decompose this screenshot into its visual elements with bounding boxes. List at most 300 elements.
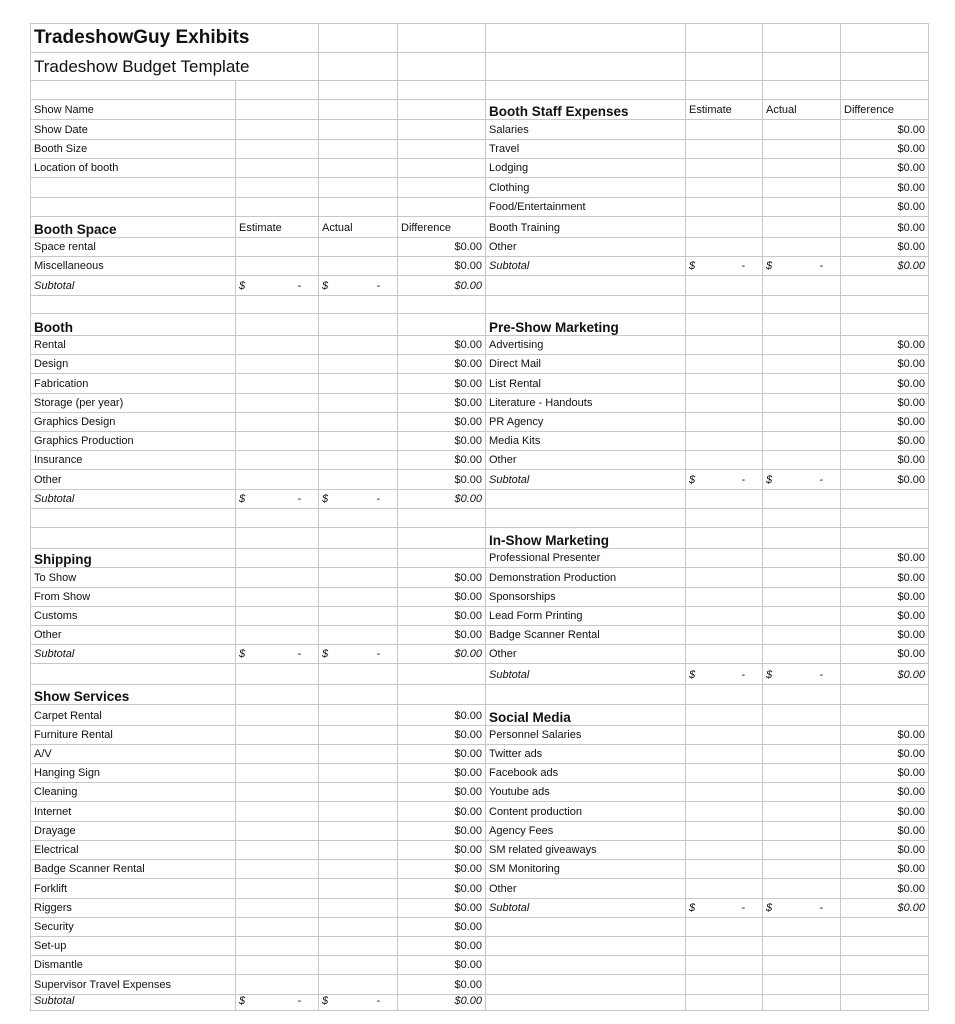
empty-cell[interactable] [686,24,763,53]
empty-cell[interactable] [319,588,398,607]
subtotal-amount-cell[interactable] [319,995,398,1011]
empty-cell[interactable] [763,626,841,645]
line-item-label[interactable]: Twitter ads [486,745,686,764]
empty-cell[interactable] [686,81,763,100]
difference-value[interactable]: $0.00 [841,588,929,607]
empty-cell[interactable] [236,568,319,588]
difference-value[interactable]: $0.00 [398,956,486,975]
empty-cell[interactable] [486,490,686,509]
empty-cell[interactable] [236,528,319,549]
difference-value[interactable]: $0.00 [398,918,486,937]
subtotal-amount-cell[interactable] [763,899,841,918]
empty-cell[interactable] [319,509,398,528]
empty-cell[interactable] [236,822,319,841]
empty-cell[interactable] [319,432,398,451]
empty-cell[interactable] [236,451,319,470]
empty-cell[interactable] [236,726,319,745]
empty-cell[interactable] [319,451,398,470]
empty-cell[interactable] [319,178,398,198]
empty-cell[interactable] [486,509,686,528]
difference-value[interactable]: $0.00 [398,937,486,956]
subtotal-amount-cell[interactable] [763,257,841,276]
empty-cell[interactable] [319,879,398,899]
line-item-label[interactable]: Other [486,238,686,257]
empty-cell[interactable] [486,53,686,81]
subtotal-label[interactable]: Subtotal [31,645,236,664]
actual-header[interactable]: Actual [763,100,841,120]
empty-cell[interactable] [319,841,398,860]
empty-cell[interactable] [686,549,763,568]
empty-cell[interactable] [686,588,763,607]
difference-value[interactable]: $0.00 [841,336,929,355]
empty-cell[interactable] [319,705,398,726]
empty-cell[interactable] [841,509,929,528]
empty-cell[interactable] [236,178,319,198]
empty-cell[interactable] [763,509,841,528]
empty-cell[interactable] [763,645,841,664]
subtotal-label[interactable]: Subtotal [31,490,236,509]
difference-value[interactable]: $0.00 [398,975,486,995]
subtotal-amount-cell[interactable] [686,257,763,276]
difference-value[interactable]: $0.00 [398,257,486,276]
empty-cell[interactable] [319,314,398,336]
show-info-label[interactable]: Show Date [31,120,236,140]
empty-cell[interactable] [319,918,398,937]
empty-cell[interactable] [398,198,486,217]
empty-cell[interactable] [686,238,763,257]
line-item-label[interactable]: Carpet Rental [31,705,236,726]
difference-value[interactable]: $0.00 [841,764,929,783]
difference-value[interactable]: $0.00 [398,607,486,626]
empty-cell[interactable] [763,802,841,822]
empty-cell[interactable] [319,336,398,355]
empty-cell[interactable] [686,198,763,217]
empty-cell[interactable] [319,568,398,588]
empty-cell[interactable] [686,336,763,355]
difference-value[interactable]: $0.00 [398,432,486,451]
line-item-label[interactable]: Other [31,470,236,490]
empty-cell[interactable] [841,276,929,296]
subtotal-amount-cell[interactable] [236,276,319,296]
empty-cell[interactable] [319,528,398,549]
subtotal-amount-cell[interactable] [686,470,763,490]
empty-cell[interactable] [686,937,763,956]
empty-cell[interactable] [841,528,929,549]
empty-cell[interactable] [841,490,929,509]
difference-header[interactable]: Difference [841,100,929,120]
estimate-header[interactable]: Estimate [686,100,763,120]
empty-cell[interactable] [236,899,319,918]
empty-cell[interactable] [319,159,398,178]
empty-cell[interactable] [236,238,319,257]
line-item-label[interactable]: Professional Presenter [486,549,686,568]
empty-cell[interactable] [31,664,236,685]
empty-cell[interactable] [319,937,398,956]
line-item-label[interactable]: Literature - Handouts [486,394,686,413]
empty-cell[interactable] [319,355,398,374]
difference-value[interactable]: $0.00 [841,726,929,745]
line-item-label[interactable]: PR Agency [486,413,686,432]
line-item-label[interactable]: From Show [31,588,236,607]
actual-header[interactable]: Actual [319,217,398,238]
difference-value[interactable]: $0.00 [398,802,486,822]
line-item-label[interactable]: Drayage [31,822,236,841]
line-item-label[interactable]: Other [486,451,686,470]
empty-cell[interactable] [763,588,841,607]
empty-cell[interactable] [686,995,763,1011]
line-item-label[interactable]: Internet [31,802,236,822]
line-item-label[interactable]: SM related giveaways [486,841,686,860]
empty-cell[interactable] [319,198,398,217]
empty-cell[interactable] [686,975,763,995]
empty-cell[interactable] [236,764,319,783]
empty-cell[interactable] [686,726,763,745]
empty-cell[interactable] [763,726,841,745]
empty-cell[interactable] [686,764,763,783]
difference-value[interactable]: $0.00 [398,783,486,802]
empty-cell[interactable] [319,899,398,918]
difference-value[interactable]: $0.00 [841,432,929,451]
empty-cell[interactable] [841,53,929,81]
line-item-label[interactable]: Electrical [31,841,236,860]
empty-cell[interactable] [236,432,319,451]
empty-cell[interactable] [486,685,686,705]
empty-cell[interactable] [686,432,763,451]
empty-cell[interactable] [236,685,319,705]
empty-cell[interactable] [763,783,841,802]
difference-value[interactable]: $0.00 [841,374,929,394]
empty-cell[interactable] [398,296,486,314]
empty-cell[interactable] [236,745,319,764]
empty-cell[interactable] [763,451,841,470]
difference-value[interactable]: $0.00 [841,178,929,198]
empty-cell[interactable] [763,178,841,198]
line-item-label[interactable]: Set-up [31,937,236,956]
line-item-label[interactable]: Forklift [31,879,236,899]
difference-value[interactable]: $0.00 [398,764,486,783]
line-item-label[interactable]: Other [31,626,236,645]
empty-cell[interactable] [31,528,236,549]
company-title[interactable]: TradeshowGuy Exhibits [31,24,319,53]
empty-cell[interactable] [486,276,686,296]
empty-cell[interactable] [236,802,319,822]
empty-cell[interactable] [398,81,486,100]
empty-cell[interactable] [236,705,319,726]
difference-value[interactable]: $0.00 [841,549,929,568]
empty-cell[interactable] [763,276,841,296]
difference-value[interactable]: $0.00 [398,470,486,490]
empty-cell[interactable] [398,314,486,336]
empty-cell[interactable] [686,626,763,645]
empty-cell[interactable] [31,296,236,314]
empty-cell[interactable] [31,178,236,198]
empty-cell[interactable] [686,394,763,413]
empty-cell[interactable] [686,685,763,705]
empty-cell[interactable] [686,276,763,296]
line-item-label[interactable]: Security [31,918,236,937]
empty-cell[interactable] [763,53,841,81]
show-info-label[interactable]: Location of booth [31,159,236,178]
empty-cell[interactable] [686,178,763,198]
empty-cell[interactable] [763,336,841,355]
difference-value[interactable]: $0.00 [841,626,929,645]
empty-cell[interactable] [236,956,319,975]
difference-value[interactable]: $0.00 [398,879,486,899]
empty-cell[interactable] [398,100,486,120]
difference-value[interactable]: $0.00 [398,588,486,607]
empty-cell[interactable] [763,568,841,588]
template-subtitle[interactable]: Tradeshow Budget Template [31,53,319,81]
empty-cell[interactable] [763,607,841,626]
empty-cell[interactable] [31,81,236,100]
empty-cell[interactable] [763,822,841,841]
difference-value[interactable]: $0.00 [841,783,929,802]
line-item-label[interactable]: Facebook ads [486,764,686,783]
difference-value[interactable]: $0.00 [398,451,486,470]
line-item-label[interactable]: Salaries [486,120,686,140]
difference-value[interactable]: $0.00 [398,276,486,296]
difference-value[interactable]: $0.00 [398,841,486,860]
empty-cell[interactable] [686,607,763,626]
section-title[interactable]: Booth [31,314,236,336]
empty-cell[interactable] [763,374,841,394]
empty-cell[interactable] [486,24,686,53]
subtotal-label[interactable]: Subtotal [31,276,236,296]
line-item-label[interactable]: Design [31,355,236,374]
empty-cell[interactable] [236,140,319,159]
difference-value[interactable]: $0.00 [398,745,486,764]
empty-cell[interactable] [319,745,398,764]
empty-cell[interactable] [763,956,841,975]
empty-cell[interactable] [319,726,398,745]
empty-cell[interactable] [319,413,398,432]
empty-cell[interactable] [398,178,486,198]
empty-cell[interactable] [398,120,486,140]
empty-cell[interactable] [319,81,398,100]
empty-cell[interactable] [763,685,841,705]
subtotal-label[interactable]: Subtotal [486,899,686,918]
empty-cell[interactable] [763,198,841,217]
empty-cell[interactable] [686,745,763,764]
difference-value[interactable]: $0.00 [398,860,486,879]
subtotal-label[interactable]: Subtotal [486,664,686,685]
line-item-label[interactable]: Direct Mail [486,355,686,374]
empty-cell[interactable] [763,81,841,100]
empty-cell[interactable] [686,879,763,899]
empty-cell[interactable] [763,314,841,336]
subtotal-label[interactable]: Subtotal [486,257,686,276]
empty-cell[interactable] [236,100,319,120]
difference-value[interactable]: $0.00 [841,257,929,276]
empty-cell[interactable] [763,841,841,860]
empty-cell[interactable] [686,568,763,588]
empty-cell[interactable] [686,705,763,726]
empty-cell[interactable] [319,394,398,413]
empty-cell[interactable] [686,822,763,841]
difference-value[interactable]: $0.00 [841,879,929,899]
empty-cell[interactable] [319,860,398,879]
empty-cell[interactable] [236,81,319,100]
empty-cell[interactable] [319,374,398,394]
empty-cell[interactable] [686,53,763,81]
empty-cell[interactable] [763,238,841,257]
difference-value[interactable]: $0.00 [841,841,929,860]
difference-value[interactable]: $0.00 [841,860,929,879]
subtotal-amount-cell[interactable] [763,664,841,685]
line-item-label[interactable]: Supervisor Travel Expenses [31,975,236,995]
line-item-label[interactable]: Content production [486,802,686,822]
empty-cell[interactable] [319,975,398,995]
line-item-label[interactable]: Other [486,645,686,664]
line-item-label[interactable]: Booth Training [486,217,686,238]
empty-cell[interactable] [319,296,398,314]
line-item-label[interactable]: Personnel Salaries [486,726,686,745]
line-item-label[interactable]: Insurance [31,451,236,470]
empty-cell[interactable] [763,764,841,783]
empty-cell[interactable] [686,140,763,159]
empty-cell[interactable] [841,975,929,995]
empty-cell[interactable] [236,336,319,355]
empty-cell[interactable] [686,528,763,549]
empty-cell[interactable] [763,705,841,726]
line-item-label[interactable]: Badge Scanner Rental [31,860,236,879]
line-item-label[interactable]: Sponsorships [486,588,686,607]
empty-cell[interactable] [319,764,398,783]
line-item-label[interactable]: Dismantle [31,956,236,975]
difference-value[interactable]: $0.00 [398,822,486,841]
difference-header[interactable]: Difference [398,217,486,238]
empty-cell[interactable] [686,783,763,802]
difference-value[interactable]: $0.00 [398,413,486,432]
line-item-label[interactable]: Rental [31,336,236,355]
empty-cell[interactable] [686,509,763,528]
empty-cell[interactable] [236,470,319,490]
empty-cell[interactable] [398,685,486,705]
line-item-label[interactable]: Furniture Rental [31,726,236,745]
empty-cell[interactable] [236,374,319,394]
line-item-label[interactable]: Storage (per year) [31,394,236,413]
show-info-label[interactable]: Show Name [31,100,236,120]
empty-cell[interactable] [398,509,486,528]
subtotal-amount-cell[interactable] [236,645,319,664]
empty-cell[interactable] [319,664,398,685]
line-item-label[interactable]: Other [486,879,686,899]
subtotal-amount-cell[interactable] [319,490,398,509]
difference-value[interactable]: $0.00 [398,394,486,413]
line-item-label[interactable]: Riggers [31,899,236,918]
empty-cell[interactable] [763,879,841,899]
empty-cell[interactable] [398,549,486,568]
empty-cell[interactable] [763,549,841,568]
empty-cell[interactable] [236,509,319,528]
line-item-label[interactable]: Badge Scanner Rental [486,626,686,645]
difference-value[interactable]: $0.00 [398,336,486,355]
empty-cell[interactable] [319,607,398,626]
empty-cell[interactable] [236,120,319,140]
empty-cell[interactable] [841,24,929,53]
difference-value[interactable]: $0.00 [398,568,486,588]
difference-value[interactable]: $0.00 [398,899,486,918]
empty-cell[interactable] [319,24,398,53]
line-item-label[interactable]: SM Monitoring [486,860,686,879]
empty-cell[interactable] [236,879,319,899]
difference-value[interactable]: $0.00 [841,217,929,238]
difference-value[interactable]: $0.00 [398,374,486,394]
empty-cell[interactable] [319,120,398,140]
empty-cell[interactable] [486,918,686,937]
subtotal-amount-cell[interactable] [236,490,319,509]
empty-cell[interactable] [686,956,763,975]
line-item-label[interactable]: Lodging [486,159,686,178]
empty-cell[interactable] [763,490,841,509]
empty-cell[interactable] [398,159,486,178]
empty-cell[interactable] [398,528,486,549]
line-item-label[interactable]: Media Kits [486,432,686,451]
empty-cell[interactable] [398,24,486,53]
line-item-label[interactable]: A/V [31,745,236,764]
difference-value[interactable]: $0.00 [841,413,929,432]
empty-cell[interactable] [841,685,929,705]
empty-cell[interactable] [686,490,763,509]
empty-cell[interactable] [31,509,236,528]
empty-cell[interactable] [236,549,319,568]
line-item-label[interactable]: Customs [31,607,236,626]
empty-cell[interactable] [841,81,929,100]
subtotal-amount-cell[interactable] [319,276,398,296]
empty-cell[interactable] [763,296,841,314]
line-item-label[interactable]: Advertising [486,336,686,355]
difference-value[interactable]: $0.00 [841,451,929,470]
difference-value[interactable]: $0.00 [841,355,929,374]
empty-cell[interactable] [319,822,398,841]
empty-cell[interactable] [841,705,929,726]
empty-cell[interactable] [686,217,763,238]
difference-value[interactable]: $0.00 [398,726,486,745]
subtotal-amount-cell[interactable] [236,995,319,1011]
empty-cell[interactable] [236,937,319,956]
empty-cell[interactable] [236,975,319,995]
empty-cell[interactable] [763,24,841,53]
empty-cell[interactable] [763,937,841,956]
empty-cell[interactable] [686,355,763,374]
difference-value[interactable]: $0.00 [841,822,929,841]
section-title[interactable]: Booth Space [31,217,236,238]
empty-cell[interactable] [763,975,841,995]
empty-cell[interactable] [319,626,398,645]
empty-cell[interactable] [486,81,686,100]
empty-cell[interactable] [686,374,763,394]
empty-cell[interactable] [319,685,398,705]
section-title[interactable]: Show Services [31,685,236,705]
empty-cell[interactable] [686,860,763,879]
empty-cell[interactable] [841,956,929,975]
empty-cell[interactable] [763,217,841,238]
difference-value[interactable]: $0.00 [841,568,929,588]
difference-value[interactable]: $0.00 [398,490,486,509]
line-item-label[interactable]: Travel [486,140,686,159]
show-info-label[interactable]: Booth Size [31,140,236,159]
empty-cell[interactable] [319,802,398,822]
empty-cell[interactable] [763,120,841,140]
line-item-label[interactable]: Youtube ads [486,783,686,802]
empty-cell[interactable] [841,937,929,956]
empty-cell[interactable] [686,296,763,314]
difference-value[interactable]: $0.00 [398,238,486,257]
line-item-label[interactable]: Agency Fees [486,822,686,841]
difference-value[interactable]: $0.00 [398,705,486,726]
empty-cell[interactable] [236,841,319,860]
difference-value[interactable]: $0.00 [841,802,929,822]
